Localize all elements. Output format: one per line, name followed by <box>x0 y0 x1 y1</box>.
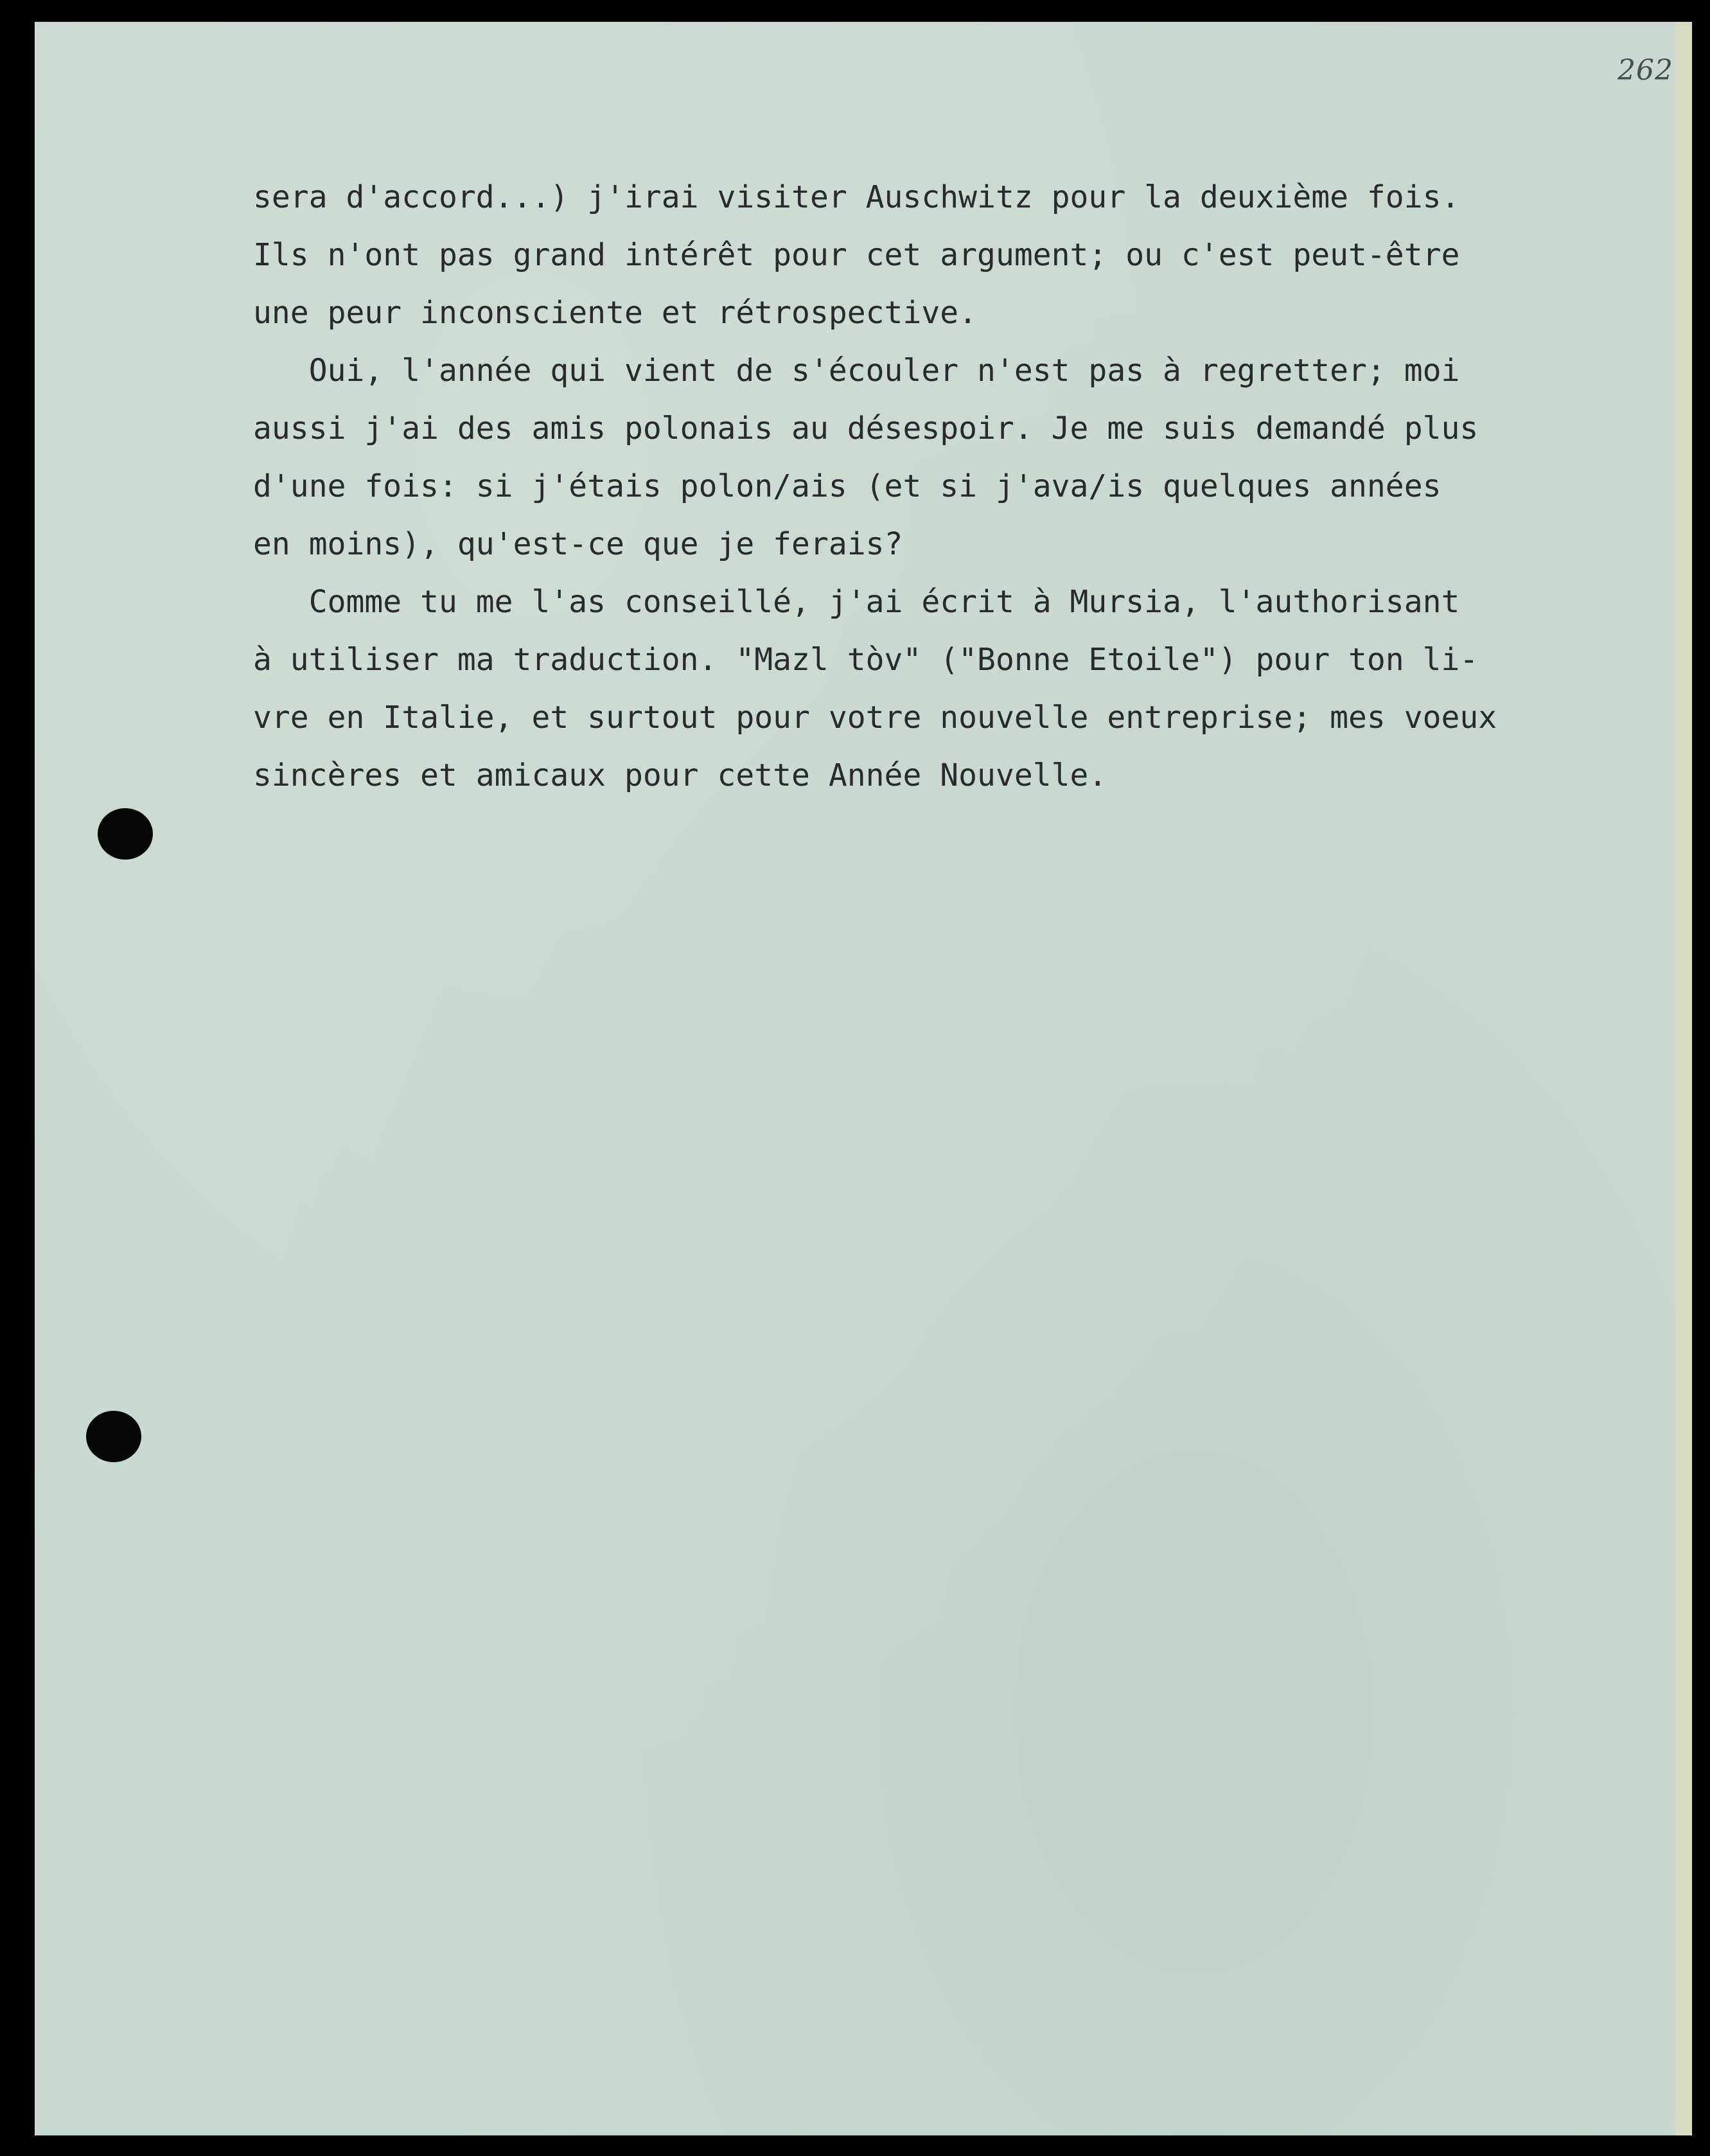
letter-line: aussi j'ai des amis polonais au désespoir. Je me suis demandé plus <box>253 411 1479 446</box>
punch-hole <box>86 1411 141 1462</box>
letter-line: sincères et amicaux pour cette Année Nouvelle. <box>253 757 1107 793</box>
punch-hole <box>98 808 153 860</box>
letter-line: Comme tu me l'as conseillé, j'ai écrit à Mursia, l'authorisant <box>253 584 1460 620</box>
letter-line: vre en Italie, et surtout pour votre nouvelle entreprise; mes voeux <box>253 700 1497 736</box>
letter-page <box>35 22 1692 2135</box>
letter-line: Oui, l'année qui vient de s'écouler n'est pas à regretter; moi <box>253 353 1460 389</box>
page-number: 262 <box>1617 54 1673 87</box>
page-edge <box>1675 22 1692 2135</box>
letter-body <box>253 168 1653 804</box>
letter-line: sera d'accord...) j'irai visiter Auschwitz pour la deuxième fois. <box>253 179 1460 215</box>
letter-line: Ils n'ont pas grand intérêt pour cet argument; ou c'est peut-être <box>253 237 1460 273</box>
letter-line: à utiliser ma traduction. "Mazl tòv" ("Bonne Etoile") pour ton li- <box>253 642 1479 678</box>
letter-line: en moins), qu'est-ce que je ferais? <box>253 526 903 562</box>
letter-line: une peur inconsciente et rétrospective. <box>253 295 978 331</box>
letter-line: d'une fois: si j'étais polon/ais (et si j'ava/is quelques années <box>253 468 1441 504</box>
